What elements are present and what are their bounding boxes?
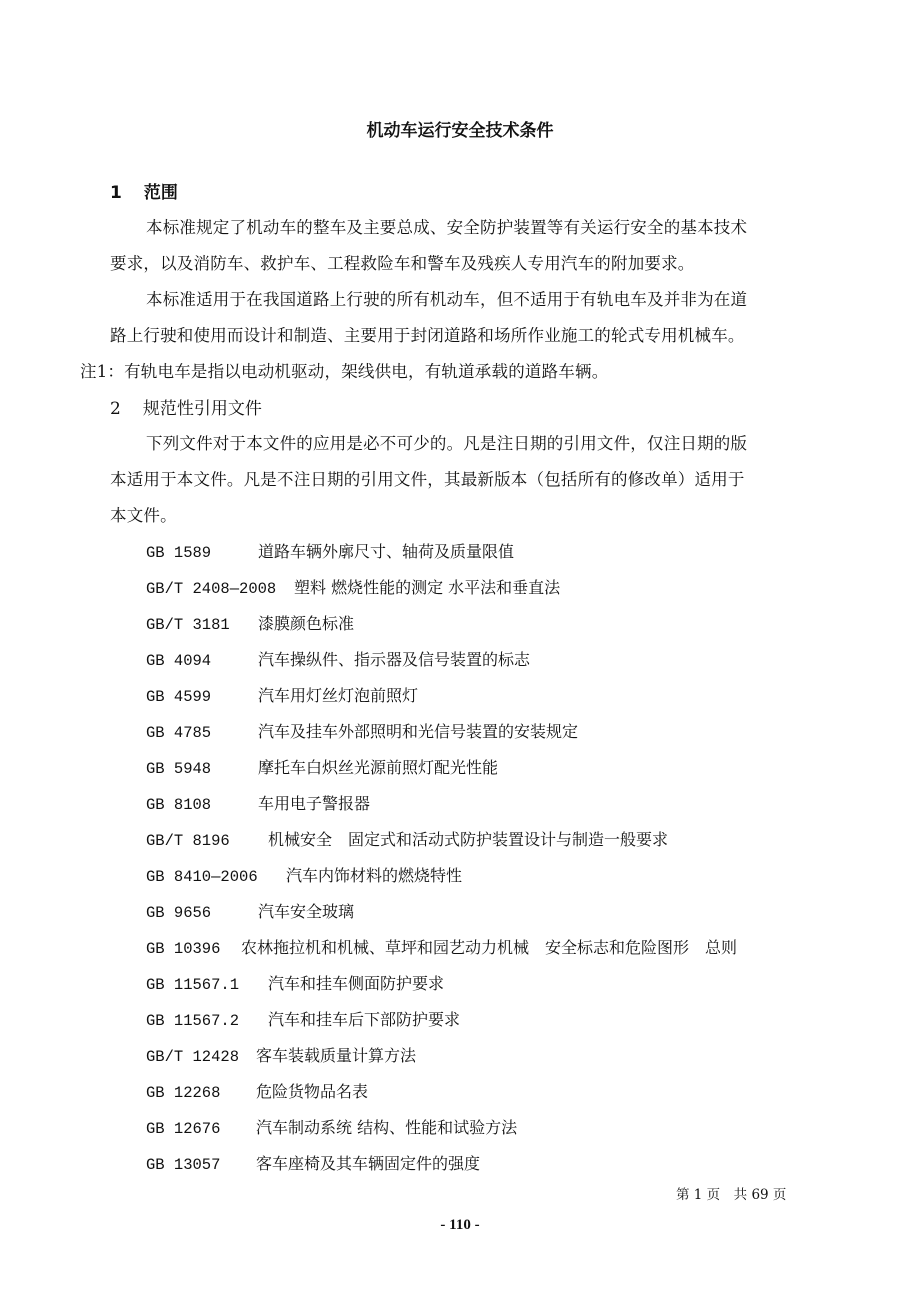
section-title: 规范性引用文件 xyxy=(142,399,262,419)
paragraph-scope-2-line-2: 路上行驶和使用而设计和制造、主要用于封闭道路和场所作业施工的轮式专用机械车。 xyxy=(110,326,745,345)
reference-item xyxy=(146,1007,460,1030)
reference-code: GB 12676 xyxy=(146,1120,221,1138)
reference-code: GB 4785 xyxy=(146,724,212,742)
reference-code: GB/T 2408—2008 xyxy=(146,580,277,598)
reference-item xyxy=(146,935,737,958)
reference-code: GB/T 3181 xyxy=(146,616,230,634)
reference-item xyxy=(146,827,668,850)
reference-name: 客车座椅及其车辆固定件的强度 xyxy=(256,1154,481,1173)
reference-name: 车用电子警报器 xyxy=(258,794,371,813)
reference-name: 客车装载质量计算方法 xyxy=(256,1046,417,1065)
paragraph-scope-1-line-2: 要求，以及消防车、救护车、工程救险车和警车及残疾人专用汽车的附加要求。 xyxy=(110,254,695,273)
reference-code: GB/T 12428 xyxy=(146,1048,240,1066)
reference-item xyxy=(146,1079,368,1102)
reference-item xyxy=(146,539,514,562)
reference-code: GB 12268 xyxy=(146,1084,221,1102)
reference-name: 汽车制动系统 结构、性能和试验方法 xyxy=(256,1118,518,1137)
reference-item xyxy=(146,791,370,814)
reference-name: 危险货物品名表 xyxy=(256,1082,369,1101)
page-indicator: 第 1 页 共 69 页 xyxy=(676,1187,787,1203)
reference-code: GB 4599 xyxy=(146,688,212,706)
reference-item xyxy=(146,899,354,922)
reference-item xyxy=(146,611,354,634)
reference-item xyxy=(146,971,444,994)
reference-code: GB 5948 xyxy=(146,760,212,778)
reference-name: 汽车用灯丝灯泡前照灯 xyxy=(258,686,419,705)
reference-item xyxy=(146,719,578,742)
reference-name: 汽车安全玻璃 xyxy=(258,902,355,921)
reference-code: GB 1589 xyxy=(146,544,212,562)
reference-item xyxy=(146,1115,517,1138)
paragraph-references-line-3: 本文件。 xyxy=(110,506,177,525)
paragraph-scope-2-line-1: 本标准适用于在我国道路上行驶的所有机动车，但不适用于有轨电车及并非为在道 xyxy=(146,290,748,309)
reference-code: GB 8108 xyxy=(146,796,212,814)
section-number: 1 xyxy=(110,183,122,203)
paragraph-references-line-1: 下列文件对于本文件的应用是必不可少的。凡是注日期的引用文件，仅注日期的版 xyxy=(146,434,748,453)
reference-code: GB 8410—2006 xyxy=(146,868,258,886)
reference-item xyxy=(146,863,462,886)
reference-name: 汽车和挂车后下部防护要求 xyxy=(268,1010,461,1029)
reference-item xyxy=(146,755,498,778)
reference-name: 农林拖拉机和机械、草坪和园艺动力机械 安全标志和危险图形 总则 xyxy=(241,938,738,957)
reference-code: GB/T 8196 xyxy=(146,832,230,850)
reference-code: GB 13057 xyxy=(146,1156,221,1174)
note-1: 注1：有轨电车是指以电动机驱动，架线供电，有轨道承载的道路车辆。 xyxy=(80,362,609,381)
paragraph-scope-1-line-1: 本标准规定了机动车的整车及主要总成、安全防护装置等有关运行安全的基本技术 xyxy=(146,218,748,237)
reference-item xyxy=(146,1151,480,1174)
reference-item xyxy=(146,683,418,706)
reference-code: GB 4094 xyxy=(146,652,212,670)
reference-name: 摩托车白炽丝光源前照灯配光性能 xyxy=(258,758,499,777)
document-title: 机动车运行安全技术条件 xyxy=(366,121,554,141)
page-number: - 110 - xyxy=(440,1217,480,1233)
section-2-heading xyxy=(110,394,262,419)
reference-name: 漆膜颜色标准 xyxy=(258,614,355,633)
reference-name: 汽车及挂车外部照明和光信号装置的安装规定 xyxy=(258,722,579,741)
reference-code: GB 10396 xyxy=(146,940,221,958)
reference-name: 汽车和挂车侧面防护要求 xyxy=(268,974,445,993)
reference-item xyxy=(146,575,560,598)
reference-name: 汽车操纵件、指示器及信号装置的标志 xyxy=(258,650,531,669)
section-number: 2 xyxy=(110,399,121,419)
section-title: 范围 xyxy=(143,183,178,203)
reference-code: GB 11567.2 xyxy=(146,1012,240,1030)
reference-item xyxy=(146,1043,416,1066)
reference-code: GB 9656 xyxy=(146,904,212,922)
reference-name: 道路车辆外廓尺寸、轴荷及质量限值 xyxy=(258,542,515,561)
reference-name: 机械安全 固定式和活动式防护装置设计与制造一般要求 xyxy=(268,830,669,849)
reference-code: GB 11567.1 xyxy=(146,976,240,994)
paragraph-references-line-2: 本适用于本文件。凡是不注日期的引用文件，其最新版本（包括所有的修改单）适用于 xyxy=(110,470,745,489)
section-1-heading xyxy=(110,178,178,203)
reference-name: 汽车内饰材料的燃烧特性 xyxy=(286,866,463,885)
reference-name: 塑料 燃烧性能的测定 水平法和垂直法 xyxy=(294,578,561,597)
reference-item xyxy=(146,647,530,670)
